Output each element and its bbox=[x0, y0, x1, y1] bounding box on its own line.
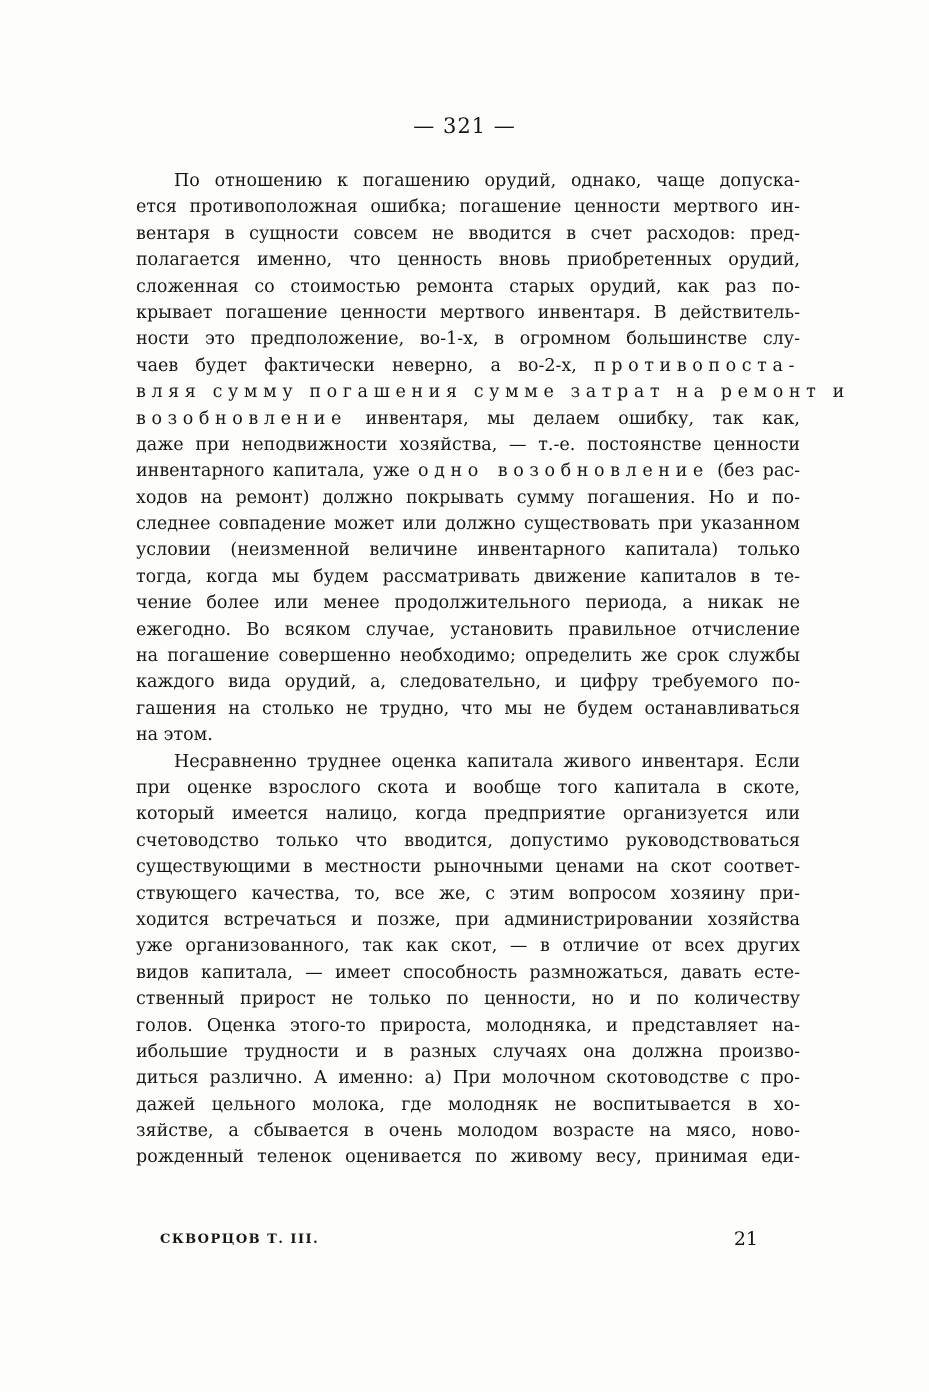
text-line: сложенная со стоимостью ремонта старых орудий, как раз по- bbox=[136, 276, 800, 297]
text-line: рожденный теленок оценивается по живому весу, принимая еди- bbox=[136, 1147, 800, 1168]
text-line: Несравненно труднее оценка капитала живого инвентаря. Если bbox=[174, 751, 800, 772]
spaced-emphasis: одно возобновление bbox=[417, 461, 709, 482]
text-line: зяйстве, а сбывается в очень молодом возрасте на мясо, ново- bbox=[136, 1121, 800, 1142]
text-line: ибольшие трудности и в разных случаях она должна произво- bbox=[136, 1041, 800, 1062]
text-line: который имеется налицо, когда предприятие организуется или bbox=[136, 804, 800, 825]
text-line bbox=[136, 458, 800, 484]
text-line: вентаря в сущности совсем не вводится в счет расходов: пред- bbox=[136, 223, 800, 244]
page-footer bbox=[160, 1228, 760, 1252]
text-span: (без рас- bbox=[708, 461, 800, 482]
spaced-emphasis: возобновление bbox=[136, 408, 348, 429]
text-line: ходов на ремонт) должно покрывать сумму погашения. Но и по- bbox=[136, 487, 800, 508]
text-line: счетоводство только что вводится, допустимо руководствоваться bbox=[136, 830, 800, 851]
text-span: чаев будет фактически неверно, а во-2-х, bbox=[136, 355, 595, 376]
text-line: голов. Оценка этого-то прироста, молодняка, и представляет на- bbox=[136, 1015, 800, 1036]
body-text bbox=[136, 168, 850, 1171]
text-line: ежегодно. Во всяком случае, установить правильное отчисление bbox=[136, 619, 800, 640]
text-line: при оценке взрослого скота и вообще того капитала в скоте, bbox=[136, 777, 800, 798]
text-line: существующими в местности рыночными ценами на скот соответ- bbox=[136, 857, 800, 878]
printer-signature: СКВОРЦОВ Т. III. bbox=[160, 1232, 320, 1247]
text-line: на этом. bbox=[136, 725, 213, 746]
text-line: полагается именно, что ценность вновь приобретенных орудий, bbox=[136, 250, 800, 271]
text-span: инвентаря, мы делаем ошибку, так как, bbox=[347, 408, 800, 429]
text-line: дажей цельного молока, где молодняк не воспитывается в хо- bbox=[136, 1094, 800, 1115]
text-line: ности это предположение, во-1-х, в огромном большинстве слу- bbox=[136, 329, 800, 350]
text-line: ется противоположная ошибка; погашение ценности мертвого ин- bbox=[136, 197, 800, 218]
text-line: По отношению к погашению орудий, однако, чаще допуска- bbox=[174, 171, 800, 191]
text-line: уже организованного, так как скот, — в отличие от всех других bbox=[136, 936, 800, 957]
spaced-emphasis-line: вляя сумму погашения сумме затрат на ремонт и bbox=[136, 382, 850, 403]
text-line: на погашение совершенно необходимо; определить же срок службы bbox=[136, 646, 800, 667]
paragraph-2 bbox=[136, 749, 800, 1171]
text-line: диться различно. А именно: а) При молочном скотоводстве с про- bbox=[136, 1068, 800, 1089]
text-line: условии (неизменной величине инвентарного капитала) только bbox=[136, 540, 800, 561]
text-line: чение более или менее продолжительного периода, а никак не bbox=[136, 593, 800, 614]
sheet-number: 21 bbox=[733, 1228, 758, 1250]
paragraph-1 bbox=[136, 168, 850, 749]
page-number: — 321 — bbox=[413, 114, 516, 138]
text-line: видов капитала, — имеет способность размножаться, давать есте- bbox=[136, 962, 800, 983]
text-line: крывает погашение ценности мертвого инвентаря. В действитель- bbox=[136, 302, 800, 323]
text-line: ходится встречаться и позже, при администрировании хозяйства bbox=[136, 909, 800, 930]
text-line: ственный прирост не только по ценности, но и по количеству bbox=[136, 989, 800, 1010]
text-line: каждого вида орудий, а, следовательно, и цифру требуемого по- bbox=[136, 672, 800, 693]
text-line bbox=[136, 406, 800, 432]
text-line: следнее совпадение может или должно существовать при указанном bbox=[136, 514, 800, 535]
text-line: даже при неподвижности хозяйства, — т.-е. постоянстве ценности bbox=[136, 434, 800, 455]
text-line: гашения на столько не трудно, что мы не будем останавливаться bbox=[136, 698, 800, 719]
text-line: тогда, когда мы будем рассматривать движение капиталов в те- bbox=[136, 566, 800, 587]
text-span: инвентарного капитала, уже bbox=[136, 461, 418, 482]
text-line bbox=[136, 353, 800, 379]
text-line: ствующего качества, то, все же, с этим вопросом хозяину при- bbox=[136, 883, 800, 904]
spaced-emphasis: противопоста- bbox=[594, 355, 800, 376]
